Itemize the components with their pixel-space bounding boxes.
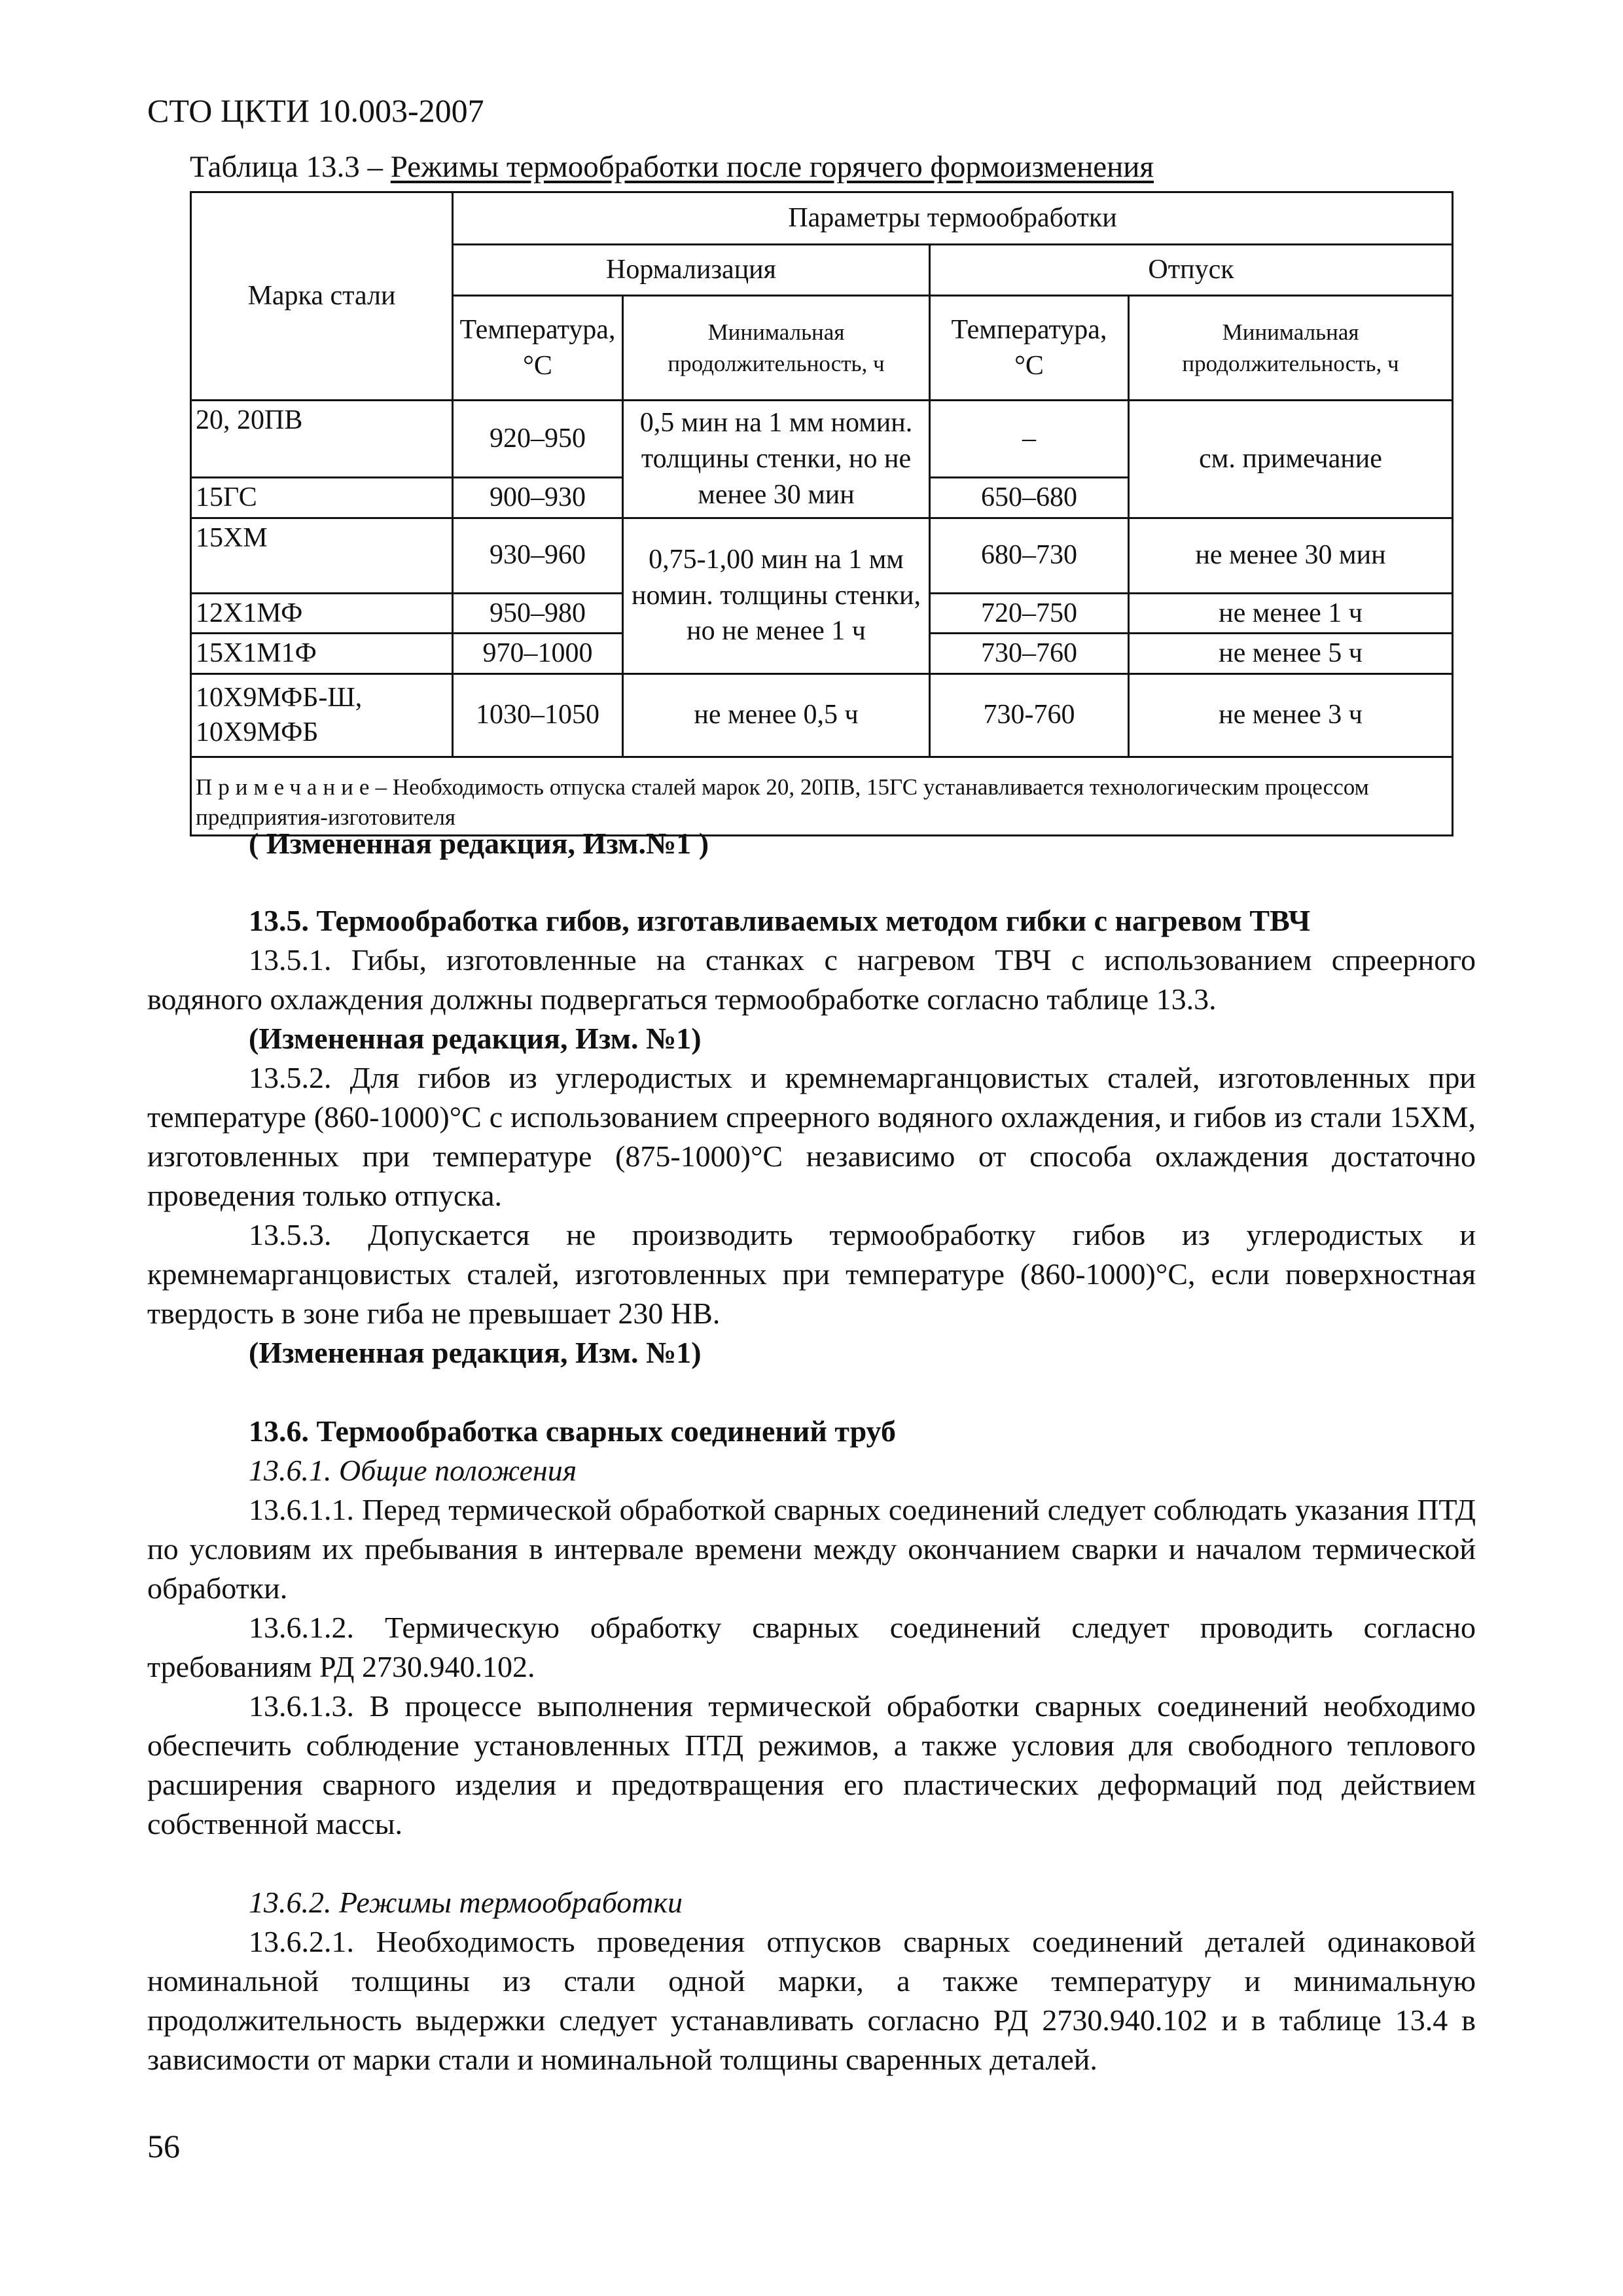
- subsection-13-6-1: 13.6.1. Общие положения: [249, 1454, 577, 1487]
- table-row: [191, 673, 1453, 757]
- cell-norm-temperature: 950–980: [453, 593, 623, 634]
- cell-temp-temperature: 730–760: [930, 634, 1129, 674]
- header-temp-duration: Минимальная продолжительность, ч: [1129, 296, 1453, 401]
- paragraph-13-6-1-1: 13.6.1.1. Перед термической обработкой сварных соединений следует соблюдать указания ПТД по условиям их пребывания в интервале времени между окончанием сварки и началом термической обработки.: [147, 1493, 1476, 1605]
- header-steel-grade: Марка стали: [191, 192, 453, 401]
- cell-steel: 20, 20ПВ: [191, 401, 453, 478]
- cell-norm-temperature: 900–930: [453, 478, 623, 518]
- cell-norm-duration: не менее 0,5 ч: [623, 673, 930, 757]
- paragraph-13-5-3: 13.5.3. Допускается не производить термообработку гибов из углеродистых и кремнемарганцовистых сталей, изготовленных при температуре (860-1000)°С, если поверхностная твердость в зоне гиба не превышает 230 НВ.: [147, 1218, 1476, 1330]
- table-caption-lead: Таблица 13.3 –: [190, 150, 391, 184]
- table-caption: [190, 149, 1154, 185]
- cell-temp-temperature: –: [930, 401, 1129, 478]
- cell-norm-duration-group2: 0,75-1,00 мин на 1 мм номин. толщины стенки, но не менее 1 ч: [623, 518, 930, 673]
- paragraph-13-5-2: 13.5.2. Для гибов из углеродистых и кремнемарганцовистых сталей, изготовленных при температуре (860-1000)°С с использованием спреерного водяного охлаждения, и гибов из стали 15ХМ, изготовленных при температуре (875-1000)°С независимо от способа охлаждения достаточно проведения только отпуска.: [147, 1061, 1476, 1212]
- section-13-5-heading: 13.5. Термообработка гибов, изготавливаемых методом гибки с нагревом ТВЧ: [249, 904, 1311, 937]
- cell-steel: 15Х1М1Ф: [191, 634, 453, 674]
- cell-steel: 12Х1МФ: [191, 593, 453, 634]
- note-text: – Необходимость отпуска сталей марок 20, 20ПВ, 15ГС устанавливается технологическим процессом предприятия-изготовителя: [196, 774, 1369, 830]
- document-header: СТО ЦКТИ 10.003-2007: [147, 92, 484, 129]
- paragraph-13-6-1-3: 13.6.1.3. В процессе выполнения термической обработки сварных соединений необходимо обеспечить соблюдение установленных ПТД режимов, а также условия для свободного теплового расширения сварного изделия и предотвращения его пластических деформаций под действием собственной массы.: [147, 1689, 1476, 1840]
- cell-temp-temperature: 650–680: [930, 478, 1129, 518]
- header-norm-temperature: Температура, °С: [453, 296, 623, 401]
- cell-norm-duration-group1: 0,5 мин на 1 мм номин. толщины стенки, но не менее 30 мин: [623, 401, 930, 518]
- section-13-6-heading: 13.6. Термообработка сварных соединений труб: [249, 1414, 896, 1448]
- cell-norm-temperature: 920–950: [453, 401, 623, 478]
- table-row: [191, 401, 1453, 478]
- header-normalization: Нормализация: [453, 245, 930, 296]
- header-tempering: Отпуск: [930, 245, 1453, 296]
- cell-norm-temperature: 930–960: [453, 518, 623, 593]
- cell-norm-temperature: 970–1000: [453, 634, 623, 674]
- amendment-note-2: (Измененная редакция, Изм. №1): [249, 1022, 702, 1055]
- table-caption-title: Режимы термообработки после горячего формоизменения: [390, 150, 1154, 184]
- header-norm-duration: Минимальная продолжительность, ч: [623, 296, 930, 401]
- cell-temp-temperature: 730-760: [930, 673, 1129, 757]
- cell-temp-duration: не менее 30 мин: [1129, 518, 1453, 593]
- page-number: 56: [147, 2128, 180, 2164]
- cell-temp-duration: не менее 5 ч: [1129, 634, 1453, 674]
- cell-steel: 10Х9МФБ-Ш, 10Х9МФБ: [191, 673, 453, 757]
- cell-temp-temperature: 720–750: [930, 593, 1129, 634]
- cell-temp-temperature: 680–730: [930, 518, 1129, 593]
- cell-temp-duration: не менее 3 ч: [1129, 673, 1453, 757]
- heat-treatment-table: [190, 191, 1454, 836]
- cell-norm-temperature: 1030–1050: [453, 673, 623, 757]
- subsection-13-6-2: 13.6.2. Режимы термообработки: [249, 1886, 683, 1919]
- cell-steel: 15ХМ: [191, 518, 453, 593]
- cell-steel: 15ГС: [191, 478, 453, 518]
- header-temp-temperature: Температура, °С: [930, 296, 1129, 401]
- body-text: [147, 901, 1476, 2079]
- note-label: Примечание: [196, 774, 376, 800]
- paragraph-13-5-1: 13.5.1. Гибы, изготовленные на станках с нагревом ТВЧ с использованием спреерного водяного охлаждения должны подвергаться термообработке согласно таблице 13.3.: [147, 943, 1476, 1016]
- cell-temp-duration-group1: см. примечание: [1129, 401, 1453, 518]
- paragraph-13-6-1-2: 13.6.1.2. Термическую обработку сварных соединений следует проводить согласно требованиям РД 2730.940.102.: [147, 1611, 1476, 1683]
- cell-temp-duration: не менее 1 ч: [1129, 593, 1453, 634]
- paragraph-13-6-2-1: 13.6.2.1. Необходимость проведения отпусков сварных соединений деталей одинаковой номинальной толщины из стали одной марки, а также температуру и минимальную продолжительность выдержки следует устанавливать согласно РД 2730.940.102 и в таблице 13.4 в зависимости от марки стали и номинальной толщины сваренных деталей.: [147, 1925, 1476, 2076]
- amendment-note-1: ( Измененная редакция, Изм.№1 ): [249, 827, 709, 860]
- amendment-note-3: (Измененная редакция, Изм. №1): [249, 1336, 702, 1369]
- table-row: [191, 518, 1453, 593]
- header-parameters: Параметры термообработки: [453, 192, 1453, 245]
